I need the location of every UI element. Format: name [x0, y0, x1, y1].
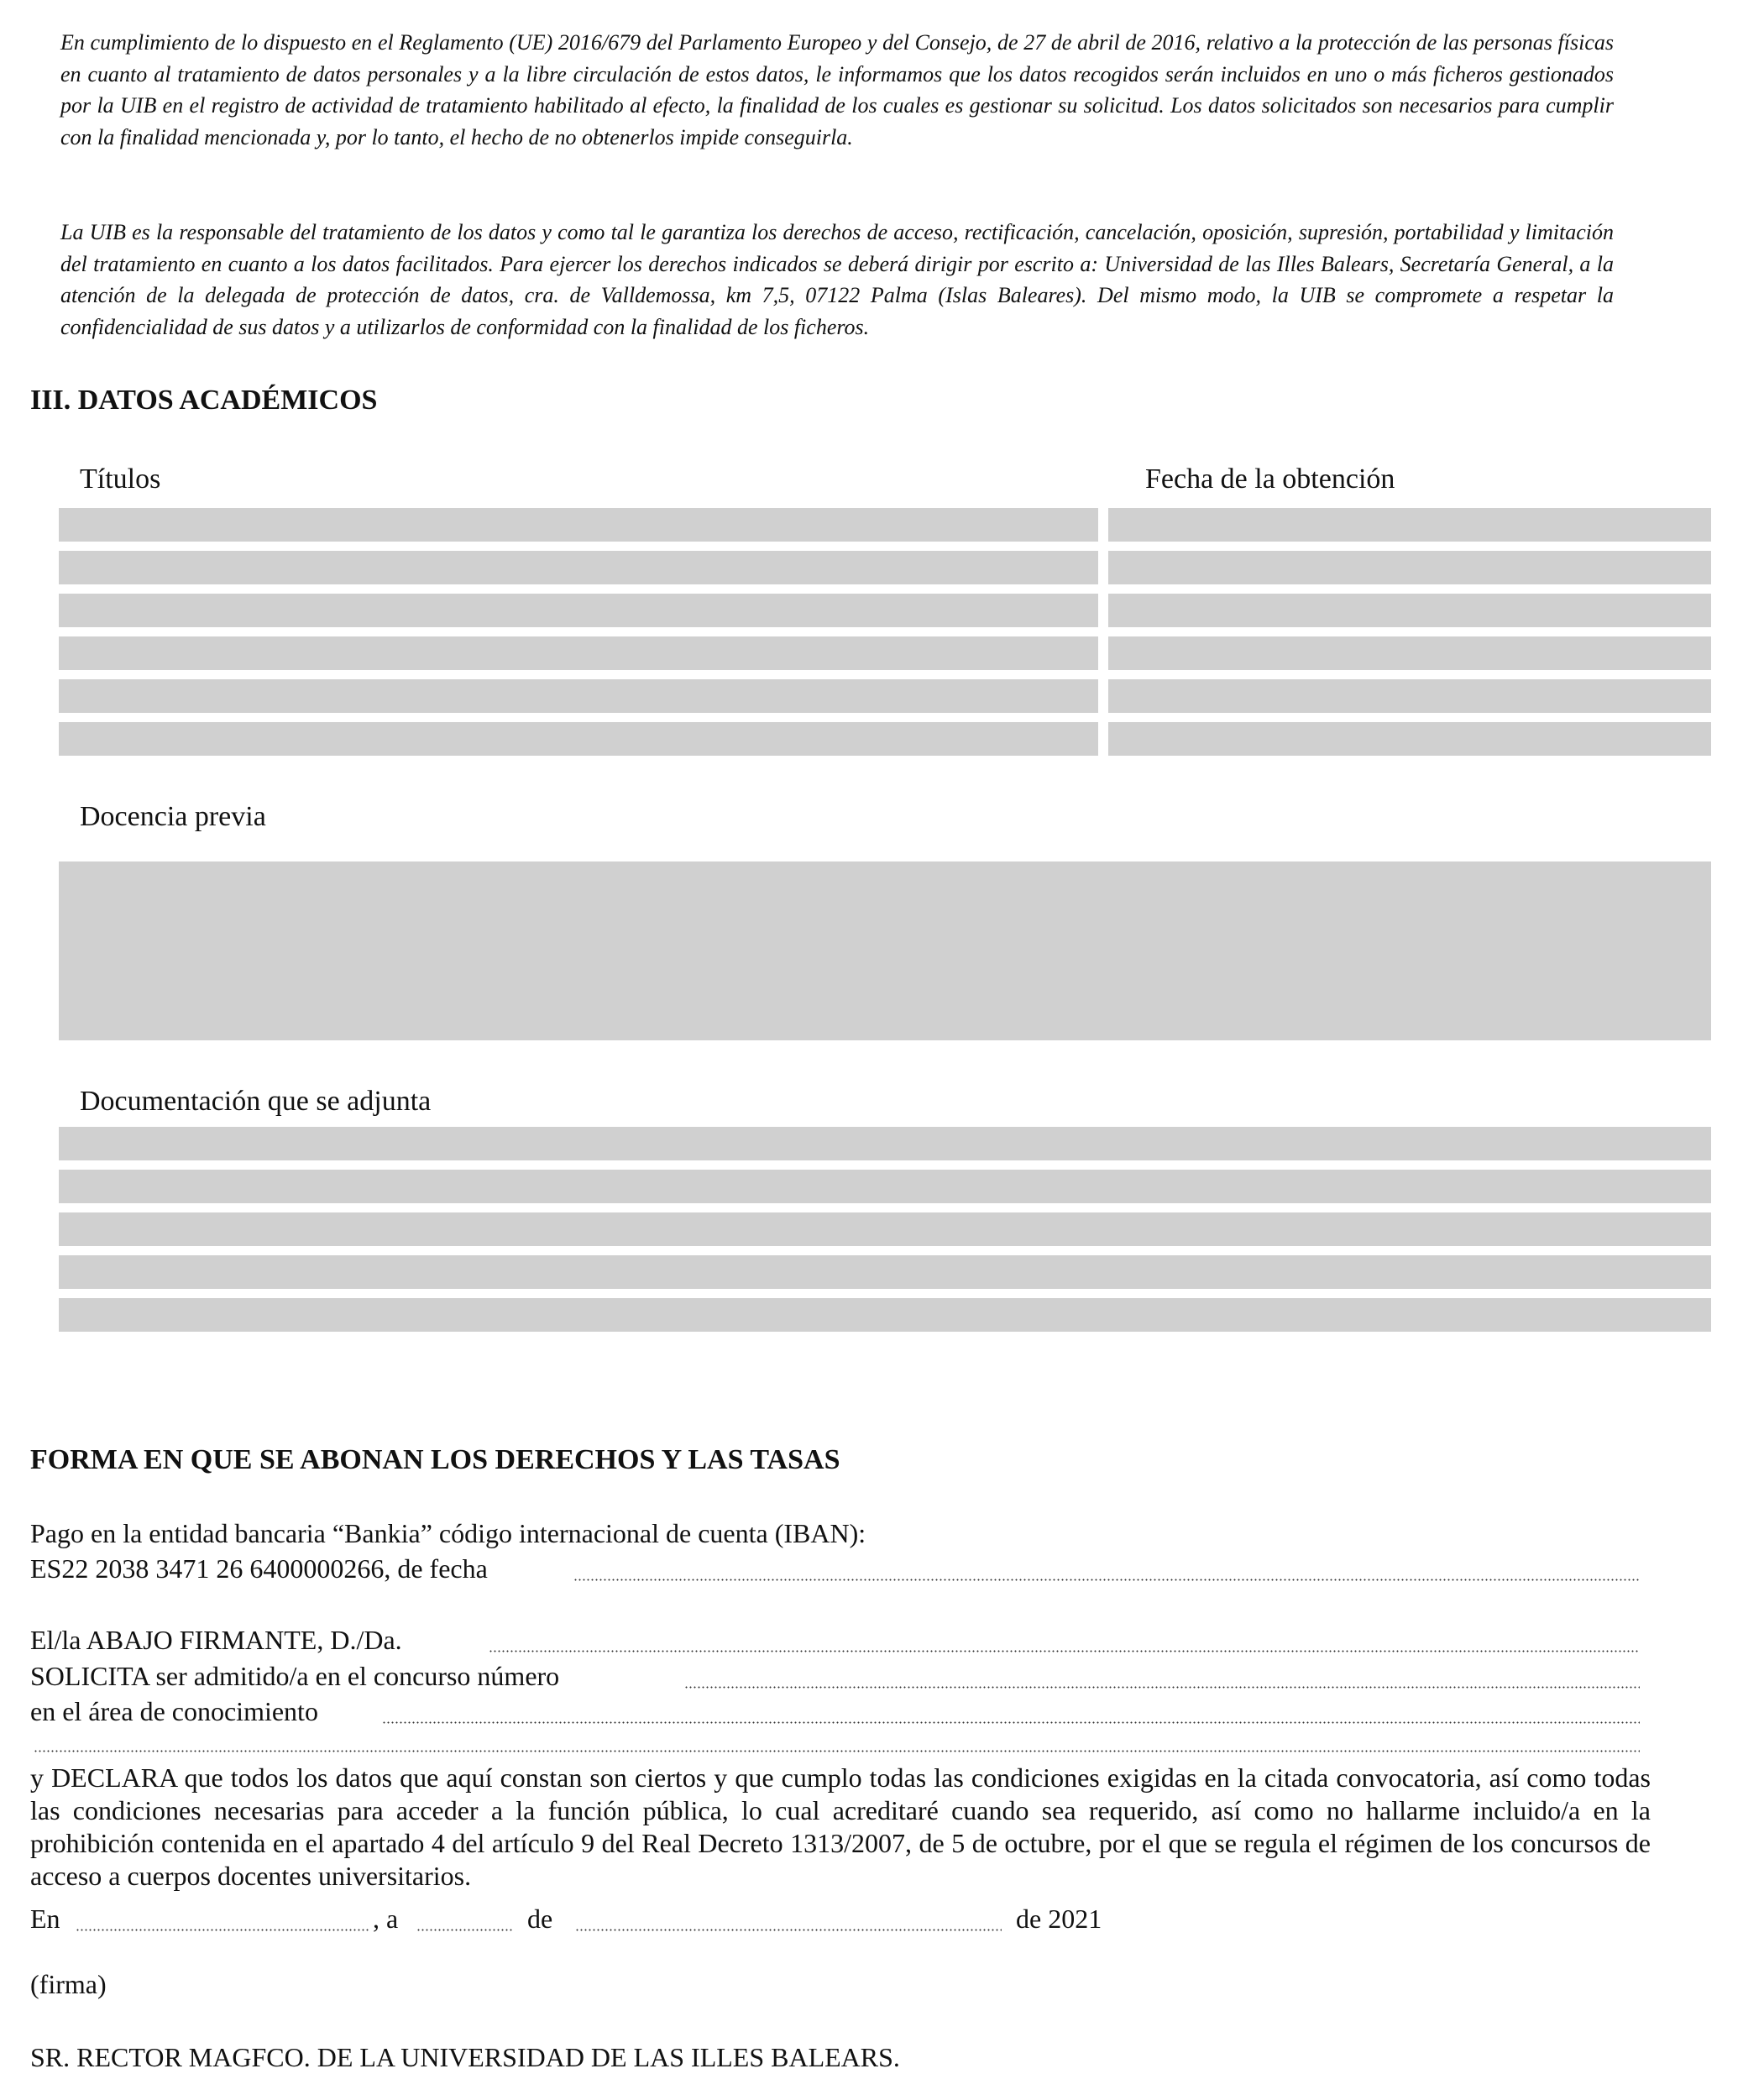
- title-field-1[interactable]: [59, 508, 1098, 542]
- teaching-field[interactable]: [59, 861, 1711, 1040]
- area-label: en el área de conocimiento: [30, 1696, 318, 1726]
- titles-label: Títulos: [80, 463, 161, 495]
- payment-heading: FORMA EN QUE SE ABONAN LOS DERECHOS Y LAS TASAS: [30, 1444, 840, 1475]
- documentation-field-4[interactable]: [59, 1255, 1711, 1289]
- year-text: de 2021: [1016, 1904, 1102, 1934]
- addressee: SR. RECTOR MAGFCO. DE LA UNIVERSIDAD DE LAS ILLES BALEARS.: [30, 2042, 900, 2072]
- title-field-4[interactable]: [59, 636, 1098, 670]
- bank-line: Pago en la entidad bancaria “Bankia” código internacional de cuenta (IBAN):: [30, 1518, 866, 1548]
- de-text: de: [527, 1904, 553, 1934]
- title-field-6[interactable]: [59, 722, 1098, 756]
- declaration-text: y DECLARA que todos los datos que aquí constan son ciertos y que cumplo todas las condiciones exigidas en la citada convocatoria, así como todas las condiciones necesarias para acceder a la función pública, lo cual acreditaré cuando sea requerido, así como no hallarme incluido/a en la prohibición contenida en el apartado 4 del artículo 9 del Real Decreto 1313/2007, de 5 de octubre, por el que se regula el régimen de los concursos de acceso a cuerpos docentes universitarios.: [30, 1762, 1651, 1891]
- place-field[interactable]: [76, 1929, 369, 1931]
- title-field-3[interactable]: [59, 594, 1098, 627]
- privacy-paragraph-1: En cumplimiento de lo dispuesto en el Reglamento (UE) 2016/679 del Parlamento Europeo y del Consejo, de 27 de abril de 2016, relativo a la protección de las personas físicas en cuanto al tratamiento de datos personales y a la libre circulación de estos datos, le informamos que los datos recogidos serán incluidos en uno o más ficheros gestionados por la UIB en el registro de actividad de tratamiento habilitado al efecto, la finalidad de los cuales es gestionar su solicitud. Los datos solicitados son necesarios para cumplir con la finalidad mencionada y, por lo tanto, el hecho de no obtenerlos impide conseguirla.: [60, 30, 1614, 149]
- payment-date-field[interactable]: [573, 1579, 1640, 1581]
- contest-label: SOLICITA ser admitido/a en el concurso número: [30, 1661, 560, 1691]
- date-field-5[interactable]: [1108, 679, 1711, 713]
- place-prefix: En: [30, 1904, 60, 1934]
- title-field-2[interactable]: [59, 551, 1098, 584]
- area-field[interactable]: [382, 1721, 1640, 1724]
- month-field[interactable]: [575, 1929, 1002, 1931]
- documentation-field-3[interactable]: [59, 1212, 1711, 1246]
- area-field-continued[interactable]: [34, 1750, 1640, 1752]
- iban-line: [30, 1553, 488, 1584]
- signature-label: (firma): [30, 1969, 107, 1999]
- signer-label: El/la ABAJO FIRMANTE, D./Da.: [30, 1625, 402, 1655]
- date-field-3[interactable]: [1108, 594, 1711, 627]
- title-field-5[interactable]: [59, 679, 1098, 713]
- day-field[interactable]: [416, 1929, 513, 1931]
- date-field-4[interactable]: [1108, 636, 1711, 670]
- signer-name-field[interactable]: [489, 1650, 1640, 1652]
- date-field-6[interactable]: [1108, 722, 1711, 756]
- documentation-label: Documentación que se adjunta: [80, 1086, 432, 1117]
- academic-heading: III. DATOS ACADÉMICOS: [30, 385, 378, 416]
- date-field-2[interactable]: [1108, 551, 1711, 584]
- comma-a: , a: [373, 1904, 399, 1934]
- contest-number-field[interactable]: [684, 1686, 1640, 1689]
- date-field-1[interactable]: [1108, 508, 1711, 542]
- date-label: Fecha de la obtención: [1145, 463, 1395, 495]
- iban-text: ES22 2038 3471 26 6400000266, de fecha: [30, 1553, 488, 1584]
- documentation-field-2[interactable]: [59, 1170, 1711, 1203]
- documentation-field-5[interactable]: [59, 1298, 1711, 1332]
- privacy-paragraph-2: La UIB es la responsable del tratamiento de los datos y como tal le garantiza los derechos de acceso, rectificación, cancelación, oposición, supresión, portabilidad y limitación del tratamiento en cuanto a los datos facilitados. Para ejercer los derechos indicados se deberá dirigir por escrito a: Universidad de las Illes Balears, Secretaría General, a la atención de la delegada de protección de datos, cra. de Valldemossa, km 7,5, 07122 Palma (Islas Baleares). Del mismo modo, la UIB se compromete a respetar la confidencialidad de sus datos y a utilizarlos de conformidad con la finalidad de los ficheros.: [60, 220, 1614, 339]
- documentation-field-1[interactable]: [59, 1127, 1711, 1160]
- teaching-label: Docencia previa: [80, 801, 266, 832]
